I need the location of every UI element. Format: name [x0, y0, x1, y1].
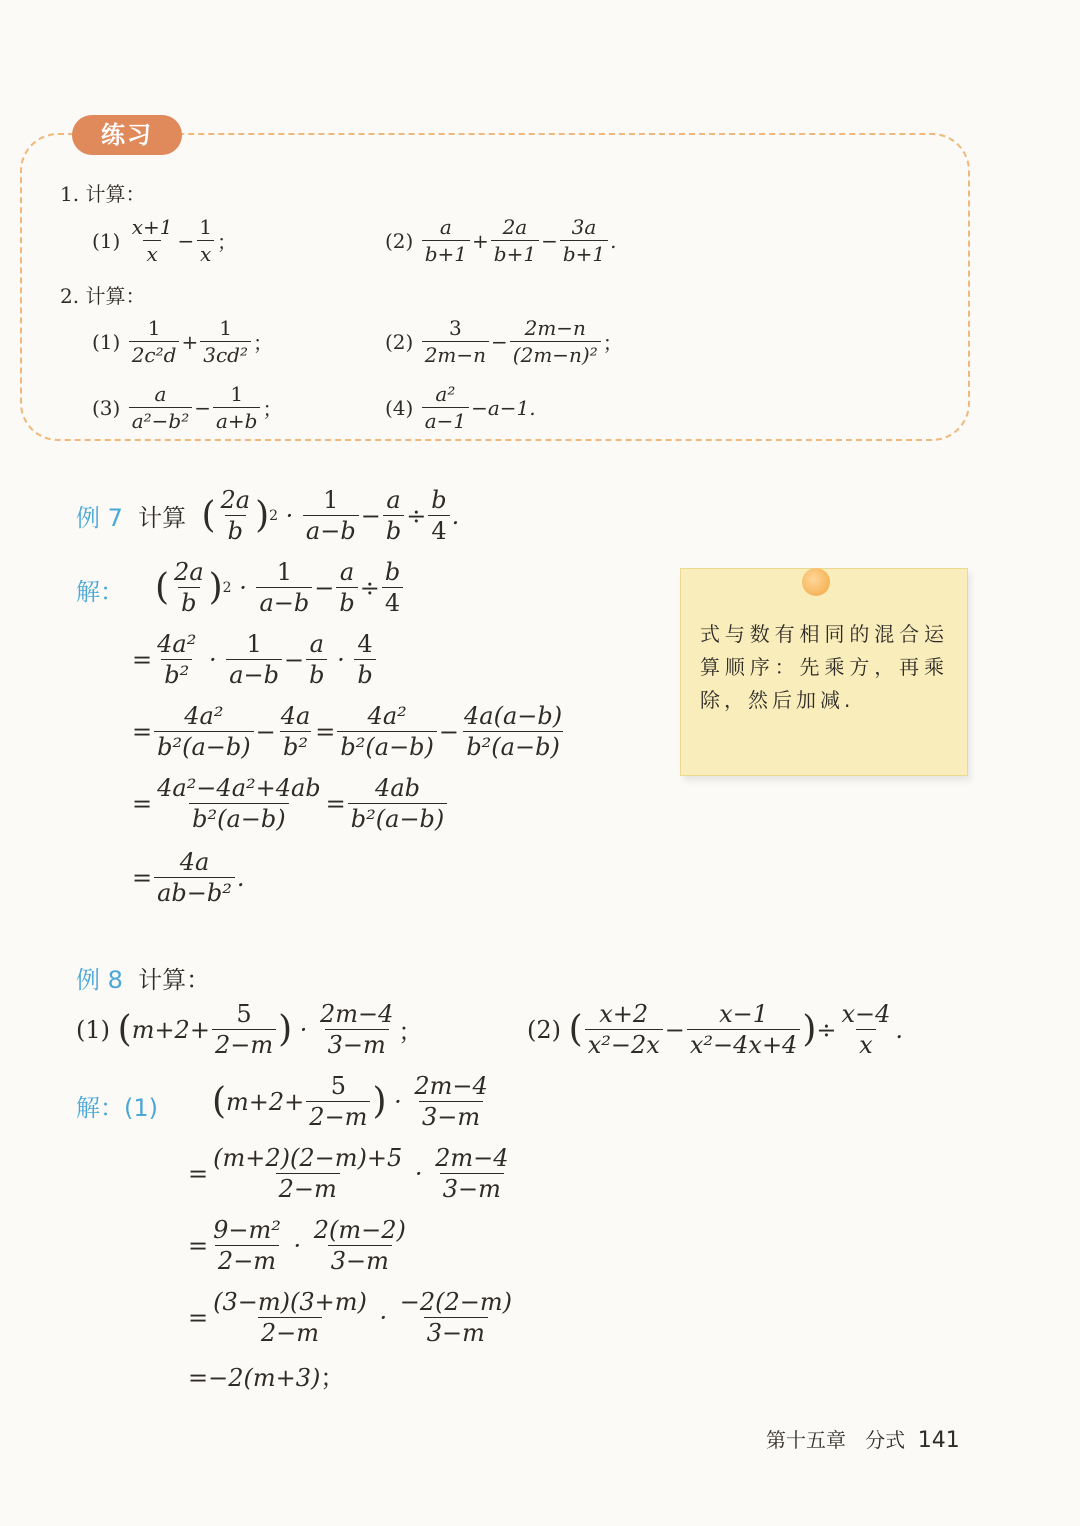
example8-step-3: = (3−m)(3+m) 2−m · −2(2−m) 3−m — [188, 1288, 512, 1347]
example7-statement: 例 7 计算 ( 2a b ) 2 · 1 a−b − a b ÷ b 4 . — [76, 486, 460, 545]
q1-label: 1. 计算： — [60, 182, 146, 206]
example8-step-0: ( m+2+ 5 2−m ) · 2m−4 3−m — [212, 1072, 488, 1131]
footer-chapter: 第十五章 — [766, 1428, 846, 1452]
example7-step-2: = 4a² b²(a−b) − 4a b² = 4a² b²(a−b) − 4a(a−b) b²(a−b) — [132, 702, 563, 761]
example8-step-1: = (m+2)(2−m)+5 2−m · 2m−4 3−m — [188, 1144, 509, 1203]
example8-step-4: =−2(m+3)； — [188, 1364, 345, 1392]
q2-1: (1) 1 2c²d + 1 3cd² ； — [92, 316, 273, 367]
q2-4: (4) a² a−1 −a−1. — [385, 382, 536, 433]
q1-1-label: (1) — [92, 228, 121, 253]
q2-4-label: (4) — [385, 395, 414, 420]
page-number: 141 — [917, 1428, 960, 1453]
q2-1-label: (1) — [92, 329, 121, 354]
example8-solution-label: 解：(1) — [76, 1094, 158, 1122]
page-footer — [766, 1424, 960, 1453]
q2-3: (3) a a²−b² − 1 a+b ； — [92, 382, 283, 433]
q1-2-label: (2) — [385, 228, 414, 253]
q2-2: (2) 3 2m−n − 2m−n (2m−n)² ； — [385, 316, 623, 367]
example7-title: 计算 — [138, 504, 187, 532]
example7-solution-label: 解： — [76, 578, 124, 606]
note-text: 式与数有相同的混合运算顺序：先乘方，再乘除，然后加减. — [700, 622, 948, 712]
q2-2-label: (2) — [385, 329, 414, 354]
q2-3-label: (3) — [92, 395, 121, 420]
footer-section: 分式 — [865, 1428, 906, 1452]
example8-part2: (2) ( x+2 x²−2x − x−1 x²−4x+4 ) ÷ x−4 x . — [527, 1000, 904, 1059]
pushpin-icon — [802, 568, 830, 596]
example8-label: 例 8 — [76, 966, 123, 994]
q1-2: (2) a b+1 + 2a b+1 − 3a b+1 . — [385, 215, 617, 266]
example7-step-4: = 4a ab−b² . — [132, 848, 245, 907]
example7-step-3: = 4a²−4a²+4ab b²(a−b) = 4ab b²(a−b) — [132, 774, 449, 833]
example7-label: 例 7 — [76, 504, 123, 532]
example8-part1-label: (1) — [76, 1015, 110, 1044]
example8-statement — [76, 960, 210, 995]
example8-part2-label: (2) — [527, 1015, 561, 1044]
example8-step-2: = 9−m² 2−m · 2(m−2) 3−m — [188, 1216, 406, 1275]
practice-title: 练习 — [72, 115, 182, 155]
example8-part1: (1) ( m+2+ 5 2−m ) · 2m−4 3−m ； — [76, 1000, 423, 1059]
example7-step-0: ( 2a b ) 2 · 1 a−b − a b ÷ b 4 — [155, 558, 405, 617]
example8-title: 计算： — [138, 966, 211, 994]
q1-1: (1) x+1 x − 1 x ； — [92, 215, 237, 266]
example7-step-1: = 4a² b² · 1 a−b − a b · 4 b — [132, 630, 378, 689]
q2-label: 2. 计算： — [60, 284, 146, 308]
